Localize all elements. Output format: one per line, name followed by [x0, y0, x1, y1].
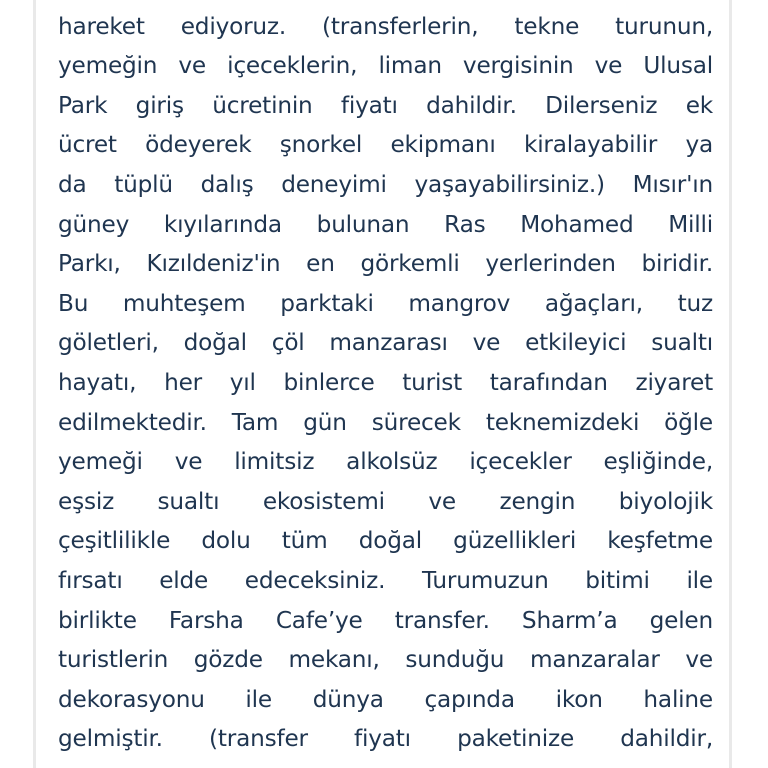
description-line: Parkı, Kızıldeniz'in en görkemli yerlerinden biridir.: [58, 250, 713, 278]
description-line: [58, 0, 713, 7]
description-line: birlikte Farsha Cafe’ye transfer. Sharm’a gelen: [58, 606, 713, 634]
description-line: güney kıyılarında bulunan Ras Mohamed Milli: [58, 210, 713, 238]
tour-description-text: [58, 0, 713, 759]
description-line: gelmiştir. (transfer fiyatı paketinize dahildir,: [58, 725, 713, 753]
description-line: yemeğin ve içeceklerin, liman vergisinin ve Ulusal: [58, 52, 713, 80]
description-line: dekorasyonu ile dünya çapında ikon haline: [58, 685, 713, 713]
description-line: Park giriş ücretinin fiyatı dahildir. Dilerseniz ek: [58, 91, 713, 119]
description-line: Bu muhteşem parktaki mangrov ağaçları, tuz: [58, 289, 713, 317]
description-line: çeşitlilikle dolu tüm doğal güzellikleri keşfetme: [58, 527, 713, 555]
description-line: fırsatı elde edeceksiniz. Turumuzun bitimi ile: [58, 566, 713, 594]
description-line: eşsiz sualtı ekosistemi ve zengin biyolojik: [58, 487, 713, 515]
description-line: edilmektedir. Tam gün sürecek teknemizdeki öğle: [58, 408, 713, 436]
description-line: hareket ediyoruz. (transferlerin, tekne turunun,: [58, 12, 713, 40]
description-line: ücret ödeyerek şnorkel ekipmanı kiralayabilir ya: [58, 131, 713, 159]
description-line: hayatı, her yıl binlerce turist tarafından ziyaret: [58, 368, 713, 396]
description-line: da tüplü dalış deneyimi yaşayabilirsiniz.) Mısır'ın: [58, 170, 713, 198]
description-line: yemeği ve limitsiz alkolsüz içecekler eşliğinde,: [58, 448, 713, 476]
description-line: turistlerin gözde mekanı, sunduğu manzaralar ve: [58, 646, 713, 674]
description-line: göletleri, doğal çöl manzarası ve etkileyici sualtı: [58, 329, 713, 357]
